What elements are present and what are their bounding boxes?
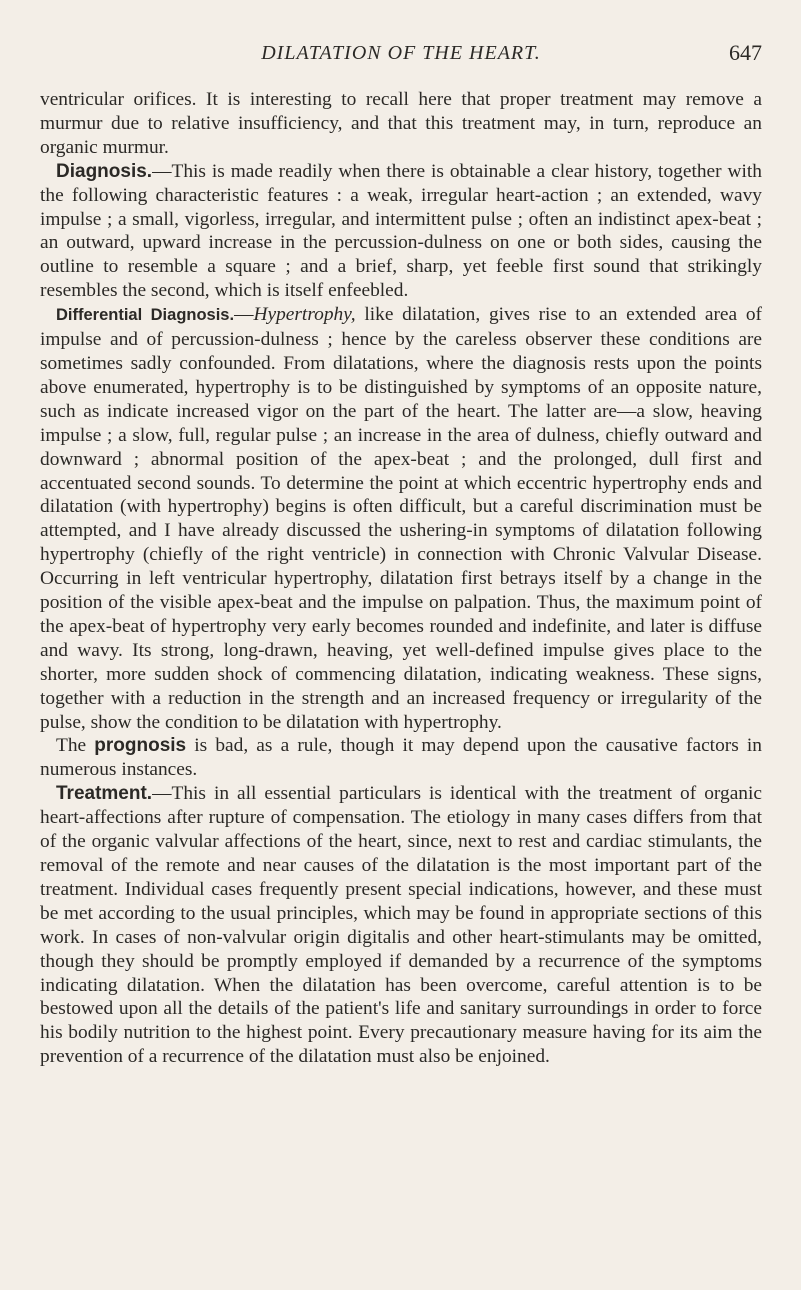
paragraph-text: ventricular orifices. It is interesting to recall here that proper treatment may remove a murmur due to relative insufficiency, and that this treatment may, in turn, reproduce an organic murmur.: [40, 89, 762, 158]
paragraph-lead: The: [56, 735, 95, 757]
paragraph-continuation: [40, 88, 762, 160]
page-number: 647: [729, 40, 762, 65]
section-heading-differential-diagnosis: Differential Diagnosis.: [56, 306, 235, 325]
section-heading-diagnosis: Diagnosis.: [56, 160, 153, 182]
paragraph-text: —This in all essential particulars is identical with the treatment of organic heart-affections after rupture of compensation. The etiology in many cases differs from that of the organic valvular affections of the heart, since, next to rest and cardiac stimulants, the removal of the remote and near causes of the dilatation is the most important part of the treatment. Individual cases frequently present special indications, however, and these must be met according to the usual principles, which may be found in appropriate sections of this work. In cases of non-valvular origin digitalis and other heart-stimulants may be omitted, though they should be promptly employed if demanded by a recurrence of the symptoms indicating dilatation. When the dilatation has been overcome, careful attention is to be bestowed upon all the details of the patient's life and sanitary surroundings in order to force his bodily nutrition to the highest point. Every precautionary measure having for its aim the prevention of a recurrence of the dilatation must also be enjoined.: [40, 783, 762, 1068]
paragraph-treatment: [40, 782, 762, 1069]
running-title: DILATATION OF THE HEART.: [261, 42, 541, 64]
running-head: [40, 40, 762, 72]
paragraph-text: like dilatation, gives rise to an extended area of impulse and of percussion-dulness ; hence by the careless observer these conditions are sometimes sadly confounded. From dilatations, where the diagnosis rests upon the points above enumerated, hypertrophy is to be distinguished by symptoms of an opposite nature, such as indicate increased vigor on the part of the heart. The latter are—a slow, heaving impulse ; a slow, full, regular pulse ; an increase in the area of dulness, chiefly outward and downward ; abnormal position of the apex-beat ; and the prolonged, dull first and accentuated second sounds. To determine the point at which eccentric hypertrophy ends and dilatation (with hypertrophy) begins is often difficult, but a careful discrimination must be attempted, and I have already discussed the ushering-in symptoms of dilatation following hypertrophy (chiefly of the right ventricle) in connection with Chronic Valvular Disease. Occurring in left ventricular hypertrophy, dilatation first betrays itself by a change in the position of the visible apex-beat and the impulse on palpation. Thus, the maximum point of the apex-beat of hypertrophy very early becomes rounded and indefinite, and later is diffuse and wavy. Its strong, long-drawn, heaving, yet well-defined impulse gives place to the shorter, more sudden shock of commencing dilatation, indicating weakness. These signs, together with a reduction in the strength and an increased frequency or irregularity of the pulse, show the condition to be dilatation with hypertrophy.: [40, 304, 762, 733]
paragraph-text: —This is made readily when there is obtainable a clear history, together with the following characteristic features : a weak, irregular heart-action ; an extended, wavy impulse ; a small, vigorless, irregular, and intermittent pulse ; often an indistinct apex-beat ; an outward, upward increase in the percussion-dulness on one or both sides, causing the outline to resemble a square ; and a brief, sharp, yet feeble first sound that strikingly resembles the second, which is itself enfeebled.: [40, 160, 762, 302]
section-heading-prognosis: prognosis: [94, 735, 187, 757]
italic-term: Hypertrophy,: [253, 304, 356, 326]
section-heading-treatment: Treatment.: [56, 783, 153, 805]
em-dash: —: [234, 304, 254, 326]
paragraph-text: is bad, as a rule, though it may depend upon the causative factors in numerous instances.: [40, 735, 762, 781]
paragraph-differential-diagnosis: [40, 303, 762, 734]
paragraph-prognosis: [40, 734, 762, 782]
paragraph-diagnosis: [40, 160, 762, 303]
body-text: [40, 88, 762, 1069]
